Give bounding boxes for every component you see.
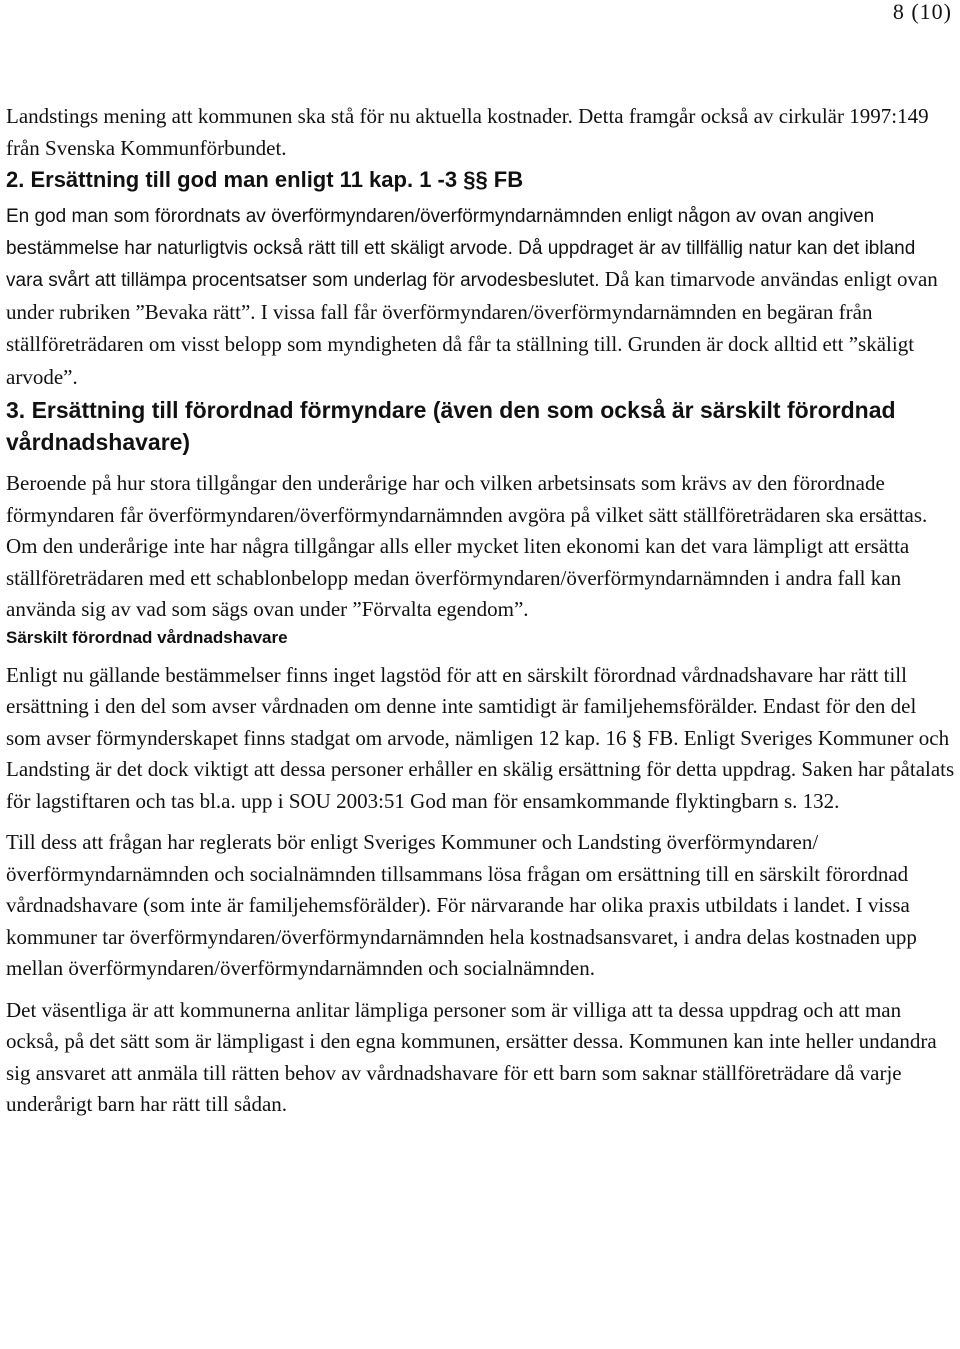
section-2-heading: 2. Ersättning till god man enligt 11 kap. 1 -3 §§ FB <box>6 167 524 192</box>
section-2-text-serif: Då kan timarvode användas enligt ovan under rubriken ”Bevaka rätt”. I vissa fall får överförmyndaren/överförmyndarnämnden en begäran från ställföreträdaren om visst belopp som myndigheten då får ta ställning till. Grunden är dock alltid ett ”skäligt arvode”. <box>6 267 938 389</box>
section-2-text-sans: En god man som förordnats av överförmyndaren/överförmyndarnämnden enligt någon av ovan angiven bestämmelse har naturligtvis också rätt till ett skäligt arvode. Då uppdraget är av tillfällig natur kan det ibland vara svårt att tillämpa procentsatser som underlag för arvodesbeslutet. <box>6 206 916 291</box>
intro-paragraph: Landstings mening att kommunen ska stå för nu aktuella kostnader. Detta framgår också av cirkulär 1997:149 från Svenska Kommunförbundet. <box>6 104 929 160</box>
subsection-heading: Särskilt förordnad vårdnadshavare <box>6 627 288 647</box>
section-3-paragraph: Beroende på hur stora tillgångar den underårige har och vilken arbetsinsats som krävs av den förordnade förmyndaren får överförmyndaren/överförmyndarnämnden avgöra på vilket sätt ställföreträdaren ska ersättas. Om den underårige inte har några tillgångar alls eller mycket liten ekonomi kan det vara lämpligt att ersätta ställföreträdaren med ett schablonbelopp medan överförmyndaren/överförmyndarnämnden i andra fall kan använda sig av vad som sägs ovan under ”Förvalta egendom”. <box>6 471 928 621</box>
subsection-paragraph-1: Enligt nu gällande bestämmelser finns inget lagstöd för att en särskilt förordnad vårdnadshavare har rätt till ersättning i den del som avser vårdnaden om denne inte samtidigt är familjehemsförälder. Endast för den del som avser förmynderskapet finns stadgat om arvode, nämligen 12 kap. 16 § FB. Enligt Sveriges Kommuner och Landsting är det dock viktigt att dessa personer erhåller en skälig ersättning för detta uppdrag. Saken har påtalats för lagstiftaren och tas bl.a. upp i SOU 2003:51 God man för ensamkommande flyktingbarn s. 132. <box>6 662 955 813</box>
page-number: 8 (10) <box>892 0 952 24</box>
section-2-paragraph <box>6 201 956 394</box>
section-3-heading: 3. Ersättning till förordnad förmyndare (även den som också är särskilt förordnad vårdnadshavare) <box>6 397 896 455</box>
subsection-paragraph-2: Till dess att frågan har reglerats bör enligt Sveriges Kommuner och Landsting överförmyndaren/överförmyndarnämnden och socialnämnden tillsammans lösa frågan om ersättning till en särskilt förordnad vårdnadshavare (som inte är familjehemsförälder). För närvarande har olika praxis utbildats i landet. I vissa kommuner tar överförmyndaren/överförmyndarnämnden hela kostnadsansvaret, i andra delas kostnaden upp mellan överförmyndaren/överförmyndarnämnden och socialnämnden. <box>6 830 917 980</box>
document-body <box>6 101 956 1121</box>
subsection-paragraph-3: Det väsentliga är att kommunerna anlitar lämpliga personer som är villiga att ta dessa uppdrag och att man också, på det sätt som är lämpligast i den egna kommunen, ersätter dessa. Kommunen kan inte heller undandra sig ansvaret att anmäla till rätten behov av vårdnadshavare för ett barn som saknar ställföreträdare då varje underårigt barn har rätt till sådan. <box>6 997 937 1116</box>
